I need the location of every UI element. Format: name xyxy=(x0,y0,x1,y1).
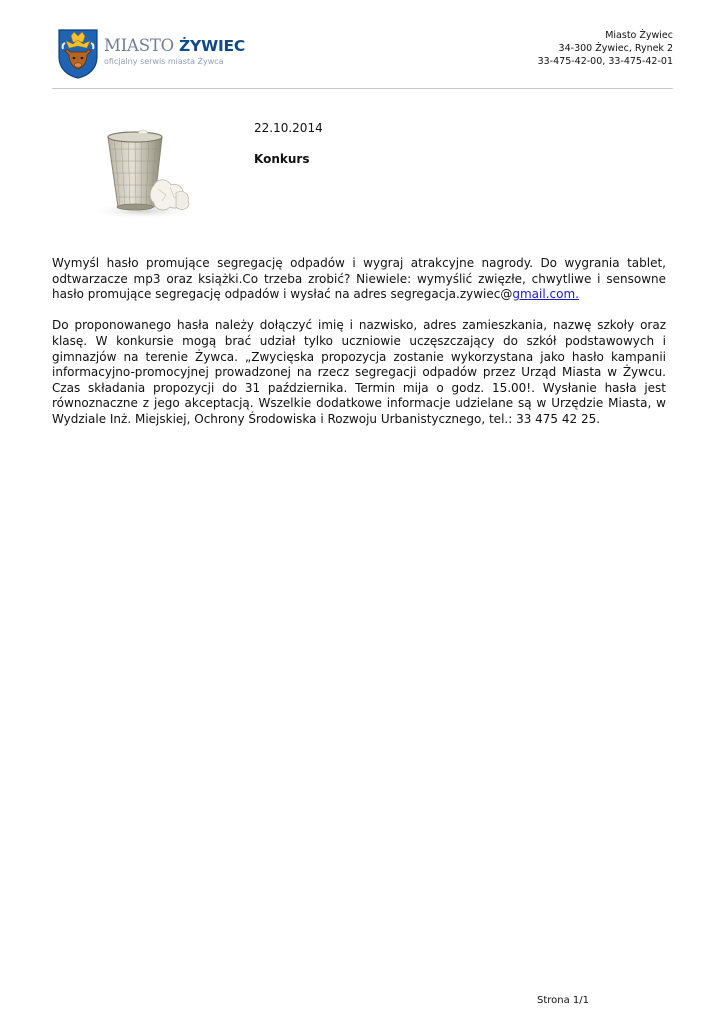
zywiec-crest-icon xyxy=(57,27,99,79)
logo-title-part2: ŻYWIEC xyxy=(179,37,246,55)
paragraph-1-text: Wymyśl hasło promujące segregację odpadów i wygraj atrakcyjne nagrody. Do wygrania tablet, odtwarzacze mp3 oraz książki.Co trzeba zrobić? Niewiele: wymyślić zwięzłe, chwytliwe i sensowne hasło promujące segregację odpadów i wysłać na adres segregacja.zywiec@ xyxy=(52,256,666,302)
article-paragraph-2: Do proponowanego hasła należy dołączyć imię i nazwisko, adres zamieszkania, nazwę szkoły oraz klasę. W konkursie mogą brać udział tylko uczniowie uczęszczający do szkół podstawowych i gimnazjów na terenie Żywca. „Zwycięska propozycja zostanie wykorzystana jako hasło kampanii informacyjno-promocyjnej prowadzonej na rzecz segregacji odpadów przez Urząd Miasta w Żywcu. Czas składania propozycji do 31 października. Termin mija o godz. 15.00!. Wysłanie hasła jest równoznaczne z jego akceptacją. Wszelkie dodatkowe informacje udzielane są w Urzędzie Miasta, w Wydziale Inż. Miejskiej, Ochrony Środowiska i Rozwoju Urbanistycznego, tel.: 33 475 42 25. xyxy=(52,318,666,426)
logo-subtitle: oficjalny serwis miasta Żywca xyxy=(104,57,224,66)
article-paragraph-1 xyxy=(52,256,666,303)
address-phones: 33-475-42-00, 33-475-42-01 xyxy=(537,56,673,67)
wastebasket-image xyxy=(58,119,198,223)
logo-title xyxy=(104,36,245,56)
article-title: Konkurs xyxy=(254,152,310,166)
logo-title-part1: MIASTO xyxy=(104,36,180,55)
address-city: Miasto Żywiec xyxy=(605,30,673,41)
site-logo[interactable] xyxy=(57,27,257,81)
article-body xyxy=(52,256,666,443)
email-link[interactable]: gmail.com. xyxy=(512,287,579,302)
address-street: 34-300 Żywiec, Rynek 2 xyxy=(558,43,673,54)
page-number: Strona 1/1 xyxy=(537,995,590,1006)
article-date: 22.10.2014 xyxy=(254,121,323,135)
contact-address xyxy=(538,29,673,68)
header-divider xyxy=(52,88,673,89)
